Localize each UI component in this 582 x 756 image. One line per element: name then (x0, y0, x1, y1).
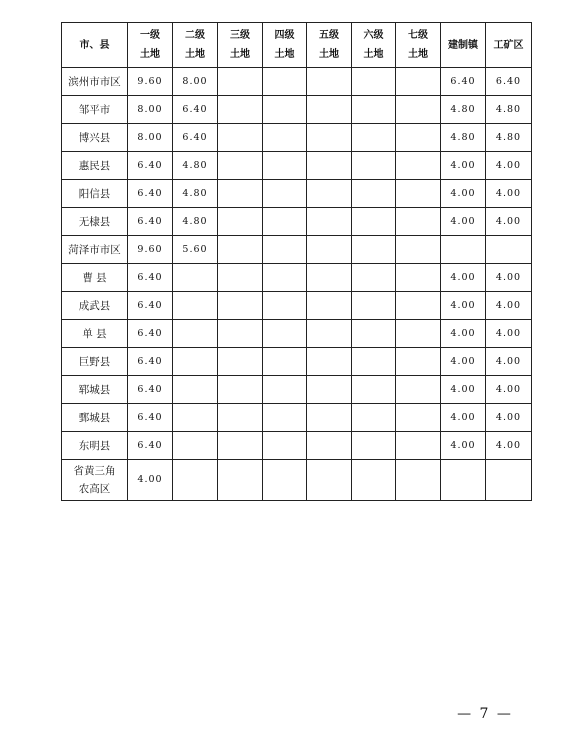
tax-rate-cell (441, 236, 486, 264)
column-header-line: 土地 (140, 49, 160, 60)
tax-rate-cell (396, 68, 441, 96)
column-header (486, 23, 532, 68)
region-name-cell (62, 68, 128, 96)
tax-rate-cell (396, 124, 441, 152)
tax-rate-cell (173, 432, 218, 460)
region-name: 单 县 (82, 327, 107, 340)
region-name: 惠民县 (78, 159, 111, 172)
tax-rate-cell (218, 96, 263, 124)
tax-rate-cell (263, 236, 307, 264)
table-header (62, 23, 532, 68)
tax-rate-cell: 6.40 (173, 96, 218, 124)
tax-rate-cell (396, 432, 441, 460)
region-name-cell (62, 432, 128, 460)
tax-rate-cell (396, 180, 441, 208)
tax-rate-cell: 4.80 (441, 96, 486, 124)
tax-rate-cell: 4.00 (486, 208, 532, 236)
tax-rate-cell: 4.00 (486, 348, 532, 376)
tax-rate-cell (396, 348, 441, 376)
tax-rate-cell (352, 264, 396, 292)
tax-rate-cell: 4.00 (486, 376, 532, 404)
tax-rate-cell: 6.40 (173, 124, 218, 152)
tax-rate-cell: 4.00 (486, 292, 532, 320)
tax-rate-cell (352, 320, 396, 348)
tax-rate-cell (396, 376, 441, 404)
tax-rate-cell (307, 96, 352, 124)
tax-rate-cell: 6.40 (128, 432, 173, 460)
land-tax-table (61, 22, 532, 501)
region-name-cell (62, 376, 128, 404)
tax-rate-cell (396, 236, 441, 264)
tax-rate-cell (218, 432, 263, 460)
table-row (62, 320, 532, 348)
column-header (263, 23, 307, 68)
tax-rate-cell: 6.40 (128, 208, 173, 236)
tax-rate-cell (263, 152, 307, 180)
tax-rate-cell: 6.40 (128, 320, 173, 348)
tax-rate-cell (263, 376, 307, 404)
tax-rate-cell: 4.80 (173, 208, 218, 236)
tax-rate-cell (218, 208, 263, 236)
table-row (62, 376, 532, 404)
tax-rate-cell (173, 460, 218, 501)
region-name: 农高区 (78, 483, 111, 495)
column-header-line: 土地 (274, 49, 295, 60)
tax-rate-cell (263, 180, 307, 208)
tax-rate-cell (352, 432, 396, 460)
tax-rate-cell (307, 180, 352, 208)
table-body (62, 68, 532, 501)
tax-rate-cell: 6.40 (128, 348, 173, 376)
column-header (62, 23, 128, 68)
table-row (62, 432, 532, 460)
tax-rate-cell (486, 460, 532, 501)
tax-rate-cell (173, 404, 218, 432)
tax-rate-cell: 4.00 (441, 432, 486, 460)
tax-rate-cell: 6.40 (128, 264, 173, 292)
tax-rate-cell: 4.00 (486, 320, 532, 348)
tax-rate-cell (307, 236, 352, 264)
table-row (62, 208, 532, 236)
column-header-line: 三级 (230, 30, 250, 41)
tax-rate-cell: 4.00 (486, 432, 532, 460)
column-header (173, 23, 218, 68)
tax-rate-cell (352, 348, 396, 376)
tax-rate-cell: 8.00 (128, 96, 173, 124)
region-name-cell (62, 460, 128, 501)
tax-rate-cell: 4.00 (441, 264, 486, 292)
tax-rate-cell: 4.80 (173, 180, 218, 208)
tax-rate-cell (307, 348, 352, 376)
tax-rate-cell (307, 320, 352, 348)
region-name: 东明县 (78, 439, 111, 452)
tax-rate-cell (173, 320, 218, 348)
table-row (62, 292, 532, 320)
tax-rate-cell (307, 264, 352, 292)
region-name-cell (62, 264, 128, 292)
region-name: 曹 县 (82, 271, 107, 284)
tax-rate-cell (218, 292, 263, 320)
tax-rate-cell: 4.00 (441, 404, 486, 432)
tax-rate-cell: 6.40 (128, 292, 173, 320)
table-row (62, 96, 532, 124)
tax-rate-cell: 4.00 (486, 152, 532, 180)
tax-rate-cell (396, 460, 441, 501)
region-name: 鄄城县 (78, 411, 111, 424)
column-header (307, 23, 352, 68)
column-header (352, 23, 396, 68)
tax-rate-cell: 9.60 (128, 68, 173, 96)
tax-rate-cell: 4.80 (486, 124, 532, 152)
tax-rate-cell: 6.40 (128, 404, 173, 432)
region-name: 阳信县 (78, 187, 111, 200)
column-header-line: 土地 (230, 49, 250, 60)
tax-rate-cell (218, 404, 263, 432)
tax-rate-cell (396, 96, 441, 124)
tax-rate-cell (396, 320, 441, 348)
tax-rate-cell (263, 460, 307, 501)
column-header-line: 五级 (319, 30, 339, 41)
tax-rate-cell (218, 264, 263, 292)
tax-rate-cell: 6.40 (128, 180, 173, 208)
region-name: 巨野县 (78, 355, 111, 368)
tax-rate-cell (263, 264, 307, 292)
tax-rate-cell: 4.00 (128, 460, 173, 501)
tax-rate-cell (307, 460, 352, 501)
tax-rate-cell (441, 460, 486, 501)
region-name: 郓城县 (78, 383, 111, 396)
tax-rate-cell (307, 404, 352, 432)
region-name: 省黄三角 (73, 465, 116, 477)
table-row (62, 236, 532, 264)
column-header-line: 建制镇 (448, 39, 478, 51)
tax-rate-cell (307, 432, 352, 460)
column-header-line: 土地 (363, 49, 384, 60)
table-row (62, 180, 532, 208)
tax-rate-cell (263, 432, 307, 460)
tax-rate-cell (218, 348, 263, 376)
column-header-line: 土地 (408, 49, 428, 60)
tax-rate-cell (263, 348, 307, 376)
table-row (62, 264, 532, 292)
tax-rate-cell (307, 292, 352, 320)
tax-rate-cell: 4.00 (441, 376, 486, 404)
region-name-cell (62, 96, 128, 124)
table-row (62, 348, 532, 376)
column-header (128, 23, 173, 68)
tax-rate-cell (352, 124, 396, 152)
tax-rate-cell (396, 152, 441, 180)
column-header (218, 23, 263, 68)
tax-rate-cell: 5.60 (173, 236, 218, 264)
region-name: 菏泽市市区 (68, 243, 121, 256)
column-header-line: 市、县 (79, 39, 110, 51)
column-header-line: 七级 (408, 30, 428, 41)
tax-rate-cell (352, 404, 396, 432)
tax-rate-cell: 4.80 (486, 96, 532, 124)
tax-rate-cell (263, 96, 307, 124)
region-name-cell (62, 292, 128, 320)
tax-rate-cell: 4.00 (441, 292, 486, 320)
tax-rate-cell (263, 208, 307, 236)
tax-rate-cell (173, 292, 218, 320)
tax-rate-cell (307, 124, 352, 152)
tax-rate-cell (218, 152, 263, 180)
region-name-cell (62, 124, 128, 152)
region-name: 滨州市市区 (68, 75, 121, 88)
column-header-line: 工矿区 (493, 39, 524, 51)
tax-rate-cell (352, 68, 396, 96)
tax-rate-cell (486, 236, 532, 264)
tax-rate-cell (173, 264, 218, 292)
region-name-cell (62, 320, 128, 348)
tax-rate-cell (352, 376, 396, 404)
tax-rate-cell (263, 292, 307, 320)
region-name-cell (62, 208, 128, 236)
tax-rate-cell (218, 68, 263, 96)
tax-rate-cell (307, 208, 352, 236)
header-row (62, 23, 532, 68)
tax-rate-cell: 6.40 (128, 152, 173, 180)
tax-rate-cell (352, 236, 396, 264)
region-name-cell (62, 348, 128, 376)
tax-rate-cell: 4.00 (486, 264, 532, 292)
tax-rate-cell (263, 124, 307, 152)
tax-rate-cell (396, 208, 441, 236)
tax-rate-cell (263, 68, 307, 96)
tax-rate-cell (396, 404, 441, 432)
tax-rate-cell: 4.00 (486, 404, 532, 432)
tax-rate-cell (218, 460, 263, 501)
tax-rate-cell (396, 292, 441, 320)
table-row (62, 124, 532, 152)
page-number: — 7 — (457, 706, 513, 722)
tax-rate-cell (352, 96, 396, 124)
table-row (62, 152, 532, 180)
tax-rate-cell (352, 208, 396, 236)
tax-rate-cell (307, 152, 352, 180)
column-header-line: 二级 (185, 30, 205, 41)
tax-rate-cell (218, 320, 263, 348)
table-row (62, 68, 532, 96)
tax-rate-cell: 4.00 (441, 208, 486, 236)
tax-rate-cell: 4.00 (441, 180, 486, 208)
tax-rate-cell: 4.00 (441, 320, 486, 348)
column-header (396, 23, 441, 68)
region-name-cell (62, 180, 128, 208)
tax-rate-cell: 4.00 (486, 180, 532, 208)
tax-rate-cell (263, 320, 307, 348)
tax-rate-cell (218, 124, 263, 152)
region-name: 成武县 (78, 299, 111, 312)
tax-rate-cell (352, 180, 396, 208)
tax-rate-cell (307, 376, 352, 404)
region-name: 邹平市 (78, 103, 111, 116)
tax-rate-cell: 4.80 (441, 124, 486, 152)
tax-rate-cell: 4.00 (441, 152, 486, 180)
column-header (441, 23, 486, 68)
region-name-cell (62, 236, 128, 264)
tax-rate-cell: 8.00 (128, 124, 173, 152)
tax-rate-cell: 4.00 (441, 348, 486, 376)
tax-rate-cell (352, 152, 396, 180)
tax-rate-cell (352, 292, 396, 320)
tax-rate-cell: 6.40 (441, 68, 486, 96)
tax-rate-cell (263, 404, 307, 432)
column-header-line: 一级 (140, 30, 160, 41)
tax-rate-cell (173, 348, 218, 376)
column-header-line: 土地 (185, 49, 205, 60)
tax-rate-cell (396, 264, 441, 292)
tax-rate-cell: 4.80 (173, 152, 218, 180)
tax-rate-cell (218, 376, 263, 404)
tax-rate-cell (173, 376, 218, 404)
region-name-cell (62, 404, 128, 432)
column-header-line: 六级 (363, 30, 384, 41)
tax-rate-cell: 6.40 (128, 376, 173, 404)
region-name: 无棣县 (78, 215, 111, 228)
tax-rate-cell (307, 68, 352, 96)
tax-rate-cell (218, 180, 263, 208)
tax-rate-cell (218, 236, 263, 264)
table-row (62, 460, 532, 501)
region-name: 博兴县 (78, 131, 111, 144)
tax-rate-cell: 6.40 (486, 68, 532, 96)
column-header-line: 土地 (319, 49, 339, 60)
table-row (62, 404, 532, 432)
tax-rate-cell: 9.60 (128, 236, 173, 264)
column-header-line: 四级 (274, 30, 295, 41)
tax-rate-cell (352, 460, 396, 501)
tax-rate-cell: 8.00 (173, 68, 218, 96)
region-name-cell (62, 152, 128, 180)
